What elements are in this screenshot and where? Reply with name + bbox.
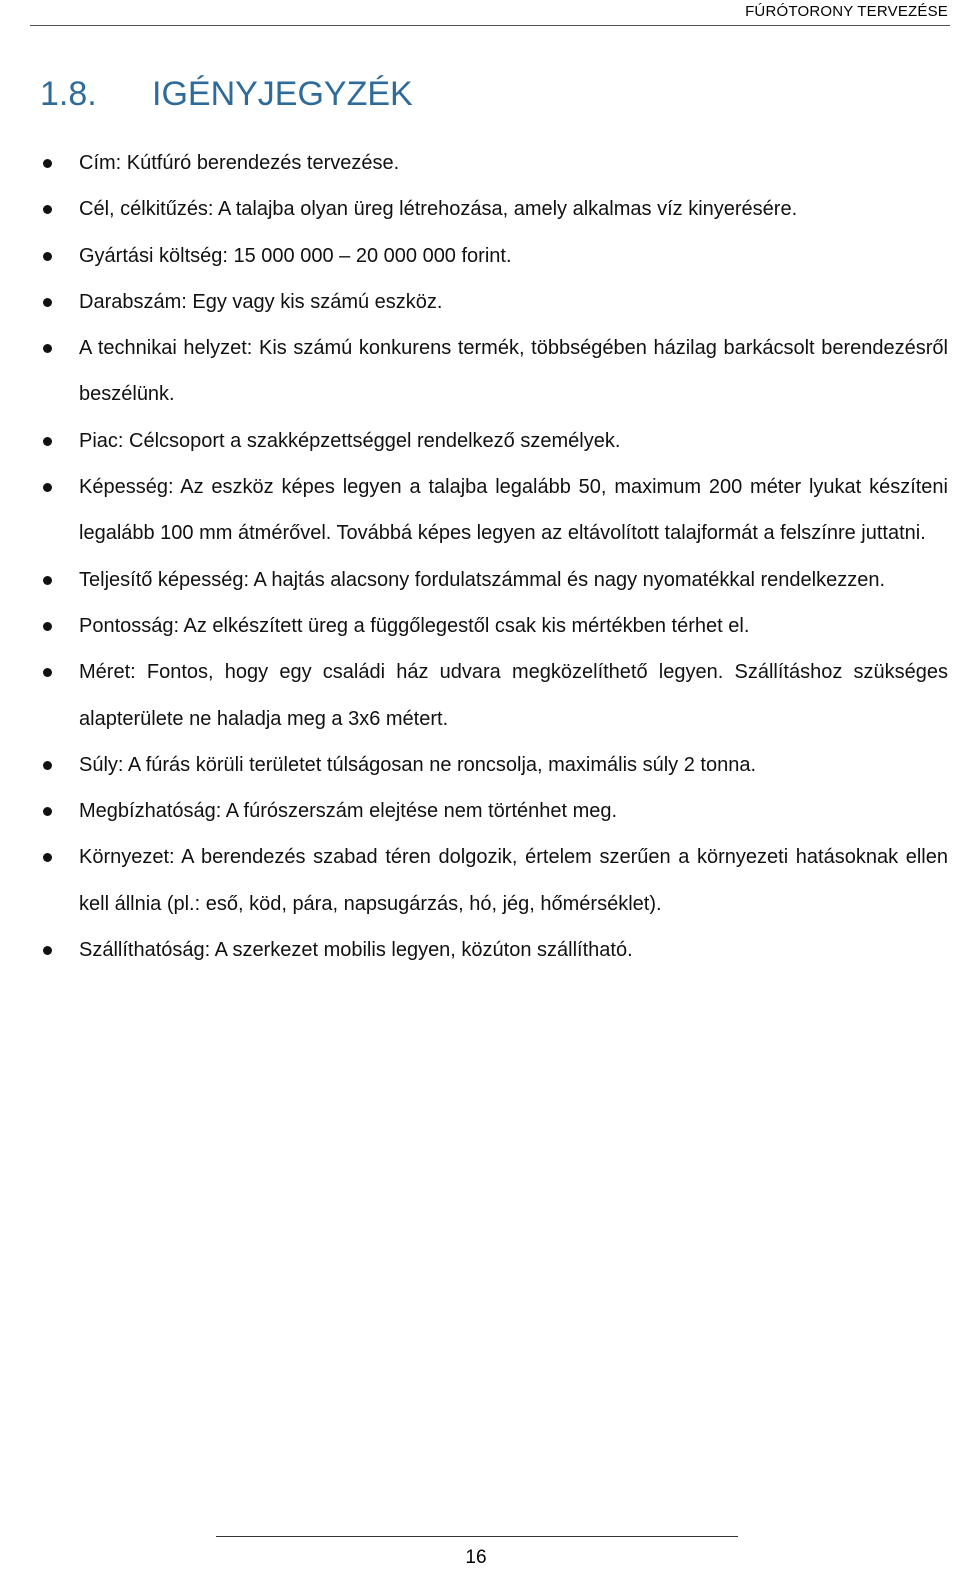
bullet-icon	[43, 853, 52, 862]
bullet-icon	[43, 298, 52, 307]
list-item-text: Cím: Kútfúró berendezés tervezése.	[79, 152, 400, 174]
bullet-icon	[43, 622, 52, 631]
bullet-icon	[43, 252, 52, 261]
footer-rule	[216, 1536, 738, 1537]
list-item	[0, 788, 960, 834]
list-item	[0, 603, 960, 649]
list-item-text: A technikai helyzet: Kis számú konkurens termék, többségében házilag barkácsolt berendezésről beszélünk.	[79, 337, 948, 406]
list-item-text: Képesség: Az eszköz képes legyen a talajba legalább 50, maximum 200 méter lyukat készíteni legalább 100 mm átmérővel. Továbbá képes legyen az eltávolított talajformát a felszínre juttatni.	[79, 476, 948, 545]
list-item	[0, 742, 960, 788]
bullet-icon	[43, 576, 52, 585]
bullet-icon	[43, 761, 52, 770]
list-item	[0, 279, 960, 325]
bullet-icon	[43, 159, 52, 168]
section-heading	[40, 72, 413, 116]
list-item-text: Súly: A fúrás körüli területet túlságosan ne roncsolja, maximális súly 2 tonna.	[79, 753, 757, 776]
list-item-text: Szállíthatóság: A szerkezet mobilis legyen, közúton szállítható.	[79, 939, 633, 962]
list-item	[0, 557, 960, 603]
list-item	[0, 325, 960, 418]
list-item	[0, 140, 960, 186]
list-item	[0, 464, 960, 557]
list-item	[0, 649, 960, 742]
list-item	[0, 233, 960, 279]
bullet-icon	[43, 946, 52, 955]
list-item	[0, 186, 960, 232]
list-item-text: Darabszám: Egy vagy kis számú eszköz.	[79, 290, 443, 313]
list-item	[0, 927, 960, 973]
list-item	[0, 834, 960, 927]
list-item	[0, 418, 960, 464]
list-item-text: Megbízhatóság: A fúrószerszám elejtése nem történhet meg.	[79, 800, 618, 823]
list-item-text: Gyártási költség: 15 000 000 – 20 000 000 forint.	[79, 244, 512, 267]
bullet-icon	[43, 437, 52, 446]
list-item-text: Környezet: A berendezés szabad téren dolgozik, értelem szerűen a környezeti hatásoknak ellen kell állnia (pl.: eső, köd, pára, napsugárzás, hó, jég, hőmérséklet).	[79, 846, 948, 915]
bullet-icon	[43, 807, 52, 816]
requirements-list	[0, 140, 960, 973]
list-item-text: Cél, célkitűzés: A talajba olyan üreg létrehozása, amely alkalmas víz kinyerésére.	[79, 198, 798, 221]
running-header-title: FÚRÓTORONY TERVEZÉSE	[745, 3, 948, 20]
list-item-text: Piac: Célcsoport a szakképzettséggel rendelkező személyek.	[79, 429, 621, 452]
header-rule	[30, 25, 950, 26]
bullet-icon	[43, 668, 52, 677]
list-item-text: Méret: Fontos, hogy egy családi ház udvara megközelíthető legyen. Szállításhoz szükséges alapterülete ne haladja meg a 3x6 métert.	[79, 661, 948, 730]
section-number: 1.8.	[40, 75, 97, 113]
section-title: IGÉNYJEGYZÉK	[152, 75, 413, 113]
bullet-icon	[43, 344, 52, 353]
bullet-icon	[43, 205, 52, 214]
list-item-text: Teljesítő képesség: A hajtás alacsony fordulatszámmal és nagy nyomatékkal rendelkezzen.	[79, 568, 885, 591]
bullet-icon	[43, 483, 52, 492]
page-number: 16	[465, 1547, 487, 1568]
list-item-text: Pontosság: Az elkészített üreg a függőlegestől csak kis mértékben térhet el.	[79, 614, 750, 637]
